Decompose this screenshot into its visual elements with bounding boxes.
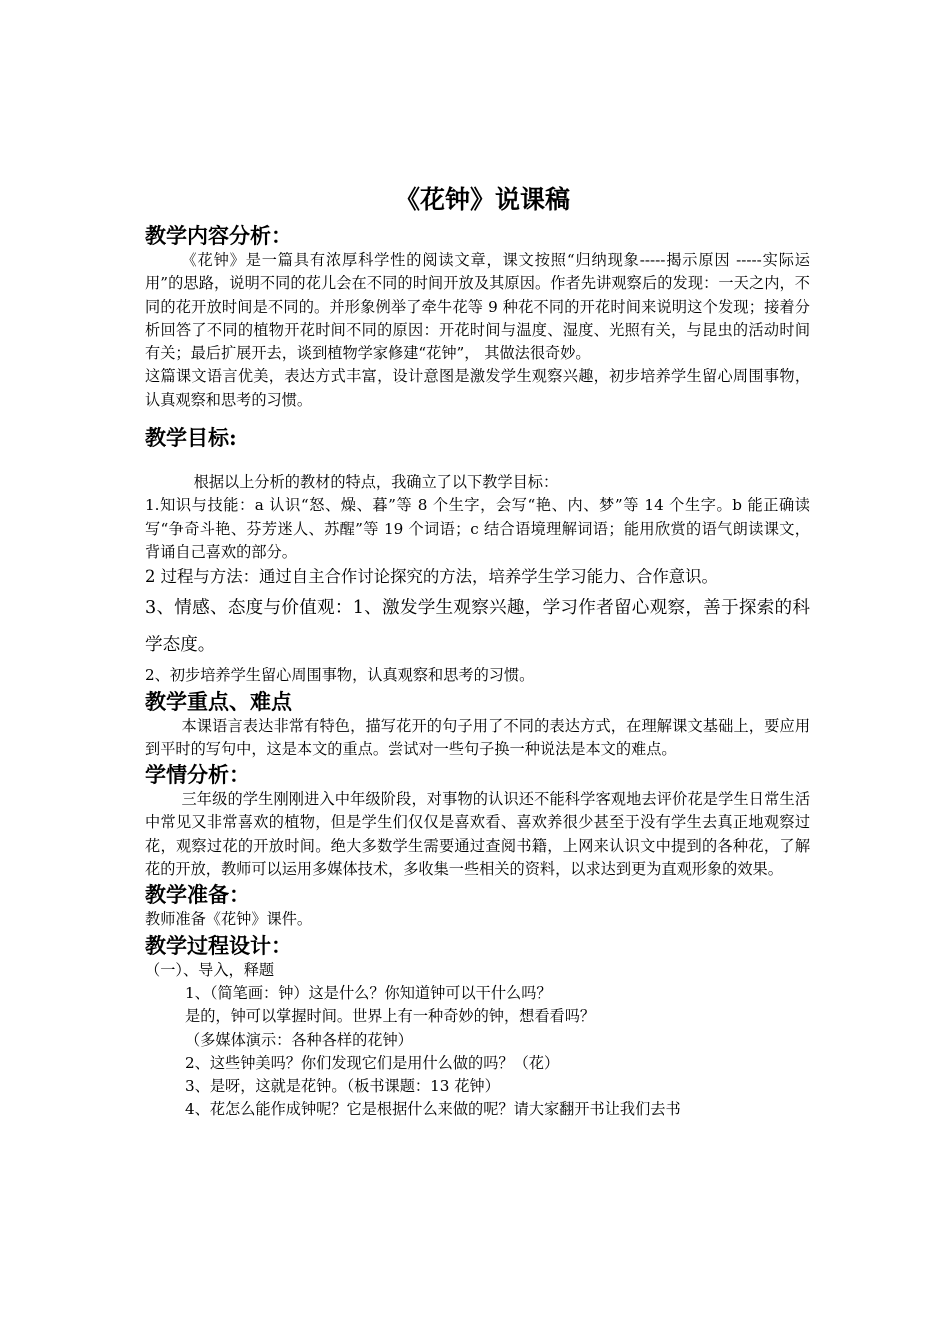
list-item: （多媒体演示：各种各样的花钟） xyxy=(185,1030,413,1049)
list-item: 2、这些钟美吗？你们发现它们是用什么做的吗？（花） xyxy=(185,1053,560,1072)
paragraph-goal-1: 1.知识与技能：a 认识“怒、燥、暮”等 8 个生字，会写“艳、内、梦”等 14 个生字。b 能正确读写“争奇斗艳、芬芳迷人、苏醒”等 19 个词语；c 结合语境理解词语；能用欣赏的语气朗读课文，背诵自己喜欢的部分。 xyxy=(145,496,810,561)
document-title: 《花钟》说课稿 xyxy=(394,185,570,214)
list-item: 3、是呀，这就是花钟。（板书课题：13 花钟） xyxy=(185,1077,500,1096)
heading-prep: 教学准备： xyxy=(145,882,250,908)
paragraph-goal-2: 2 过程与方法：通过自主合作讨论探究的方法，培养学生学习能力、合作意识。 xyxy=(145,567,718,587)
paragraph-prep: 教师准备《花钟》课件。 xyxy=(145,910,313,929)
heading-process: 教学过程设计： xyxy=(145,932,292,958)
list-item: 4、花怎么能作成钟呢？它是根据什么来做的呢？请大家翻开书让我们去书 xyxy=(185,1100,681,1119)
heading-key-points: 教学重点、难点 xyxy=(145,688,292,714)
paragraph-students: 三年级的学生刚刚进入中年级阶段，对事物的认识还不能科学客观地去评价花是学生日常生活中常见又非常喜欢的植物，但是学生们仅仅是喜欢看、喜欢养很少甚至于没有学生去真正地观察过花，观察过花的开放时间。绝大多数学生需要通过查阅书籍，上网来认识文中提到的各种花，了解花的开放，教师可以运用多媒体技术，多收集一些相关的资料，以求达到更为直观形象的效果。 xyxy=(145,790,810,879)
paragraph-goals-intro: 根据以上分析的教材的特点，我确立了以下教学目标： xyxy=(193,473,559,492)
heading-students: 学情分析： xyxy=(145,762,250,788)
subheading-intro: （一）、导入，释题 xyxy=(145,960,275,979)
document-page xyxy=(145,178,810,1122)
paragraph-goal-4: 2、初步培养学生留心周围事物，认真观察和思考的习惯。 xyxy=(145,666,535,685)
paragraph-key-points: 本课语言表达非常有特色，描写花开的句子用了不同的表达方式，在理解课文基础上，要应用到平时的写句中，这是本文的重点。尝试对一些句子换一种说法是本文的难点。 xyxy=(145,716,810,758)
paragraph-content-analysis-2: 这篇课文语言优美，表达方式丰富，设计意图是激发学生观察兴趣，初步培养学生留心周围事物，认真观察和思考的习惯。 xyxy=(145,367,810,409)
paragraph-content-analysis-1: 《花钟》是一篇具有浓厚科学性的阅读文章，课文按照“归纳现象-----揭示原因 -----实际运用”的思路，说明不同的花儿会在不同的时间开放及其原因。作者先讲观察后的发现：一天之内，不同的花开放时间是不同的。并形象例举了牵牛花等 9 种花不同的开花时间来说明这个发现；接着分析回答了不同的植物开花时间不同的原因：开花时间与温度、湿度、光照有关，与昆虫的活动时间有关；最后扩展开去，谈到植物学家修建“花钟”， 其做法很奇妙。 xyxy=(145,251,810,363)
list-item: 是的，钟可以掌握时间。世界上有一种奇妙的钟，想看看吗？ xyxy=(185,1007,596,1026)
heading-content-analysis: 教学内容分析： xyxy=(145,223,292,248)
heading-goals: 教学目标: xyxy=(145,425,237,451)
paragraph-goal-3: 3、情感、态度与价值观：1、激发学生观察兴趣，学习作者留心观察，善于探索的科学态度。 xyxy=(145,598,810,656)
list-item: 1、（简笔画：钟）这是什么？你知道钟可以干什么吗？ xyxy=(185,983,552,1002)
